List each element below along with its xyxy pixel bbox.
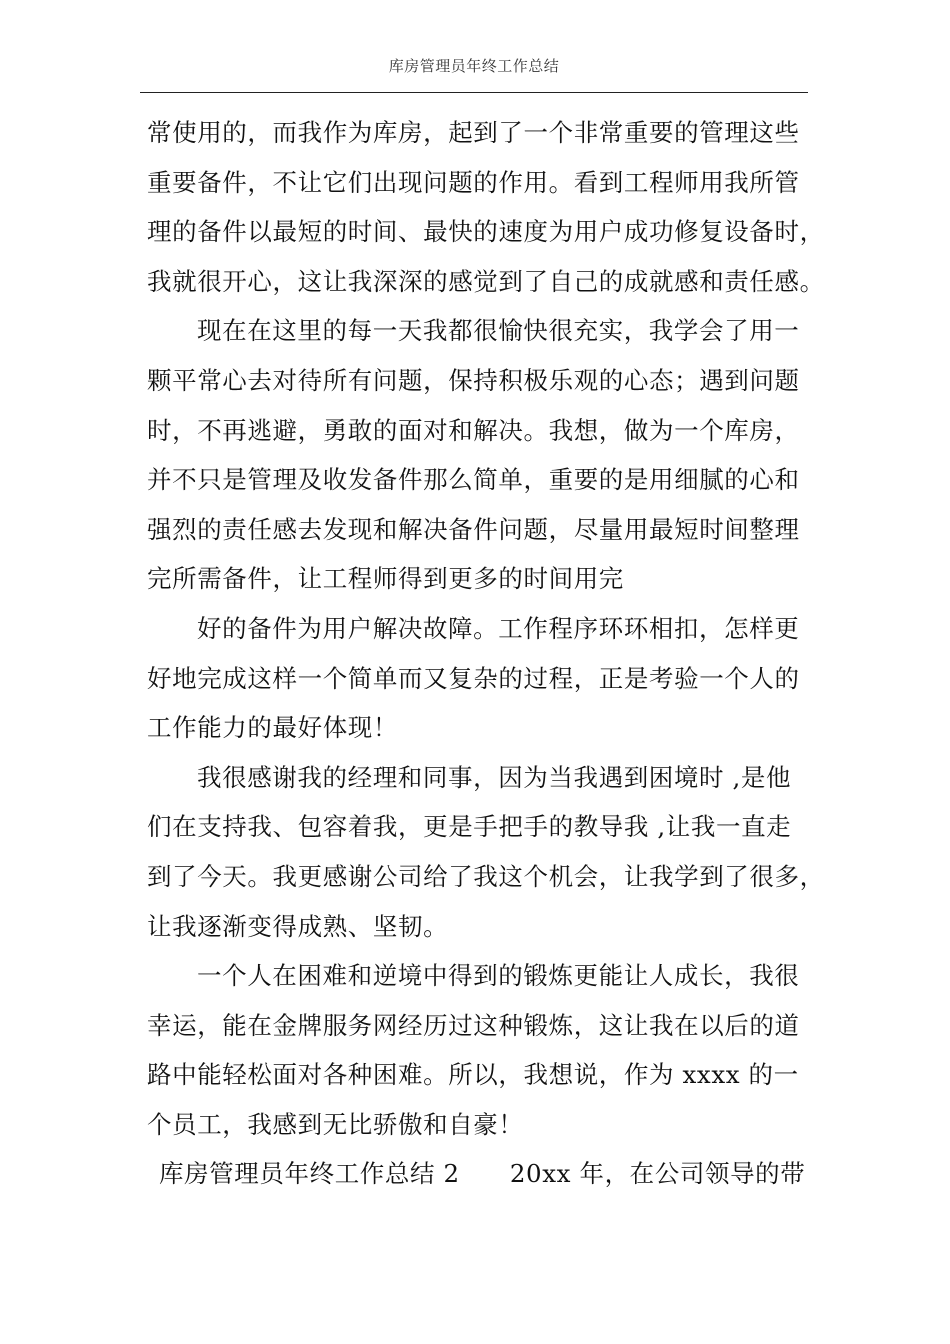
text-line: 完所需备件，让工程师得到更多的时间用完 xyxy=(147,564,624,594)
paragraph-2 xyxy=(147,306,815,604)
page-header xyxy=(140,0,808,93)
text-line: 时，不再逃避，勇敢的面对和解决。我想，做为一个库房， xyxy=(147,415,800,445)
text-line: 幸运，能在金牌服务网经历过这种锻炼，这让我在以后的道 xyxy=(147,1010,800,1040)
paragraph-3 xyxy=(147,604,815,753)
text-line: 我就很开心，这让我深深的感觉到了自己的成就感和责任感。 xyxy=(147,266,825,296)
paragraph-5 xyxy=(147,951,815,1149)
text-line: 理的备件以最短的时间、最快的速度为用户成功修复设备时， xyxy=(147,217,825,247)
text-line: 现在在这里的每一天我都很愉快很充实，我学会了用一 xyxy=(197,316,800,346)
text-line: 一个人在困难和逆境中得到的锻炼更能让人成长，我很 xyxy=(197,961,800,991)
text-line: 路中能轻松面对各种困难。所以，我想说，作为 xxxx 的一 xyxy=(147,1060,799,1090)
text-line: 并不只是管理及收发备件那么简单，重要的是用细腻的心和 xyxy=(147,465,800,495)
section-heading-line: 库房管理员年终工作总结 2 20xx 年，在公司领导的带 xyxy=(159,1159,806,1189)
text-line: 到了今天。我更感谢公司给了我这个机会，让我学到了很多， xyxy=(147,861,825,891)
text-line: 好的备件为用户解决故障。工作程序环环相扣，怎样更 xyxy=(197,613,800,643)
paragraph-4 xyxy=(147,753,825,951)
text-line: 颗平常心去对待所有问题，保持积极乐观的心态；遇到问题 xyxy=(147,365,800,395)
text-line: 个员工，我感到无比骄傲和自豪！ xyxy=(147,1109,524,1139)
paragraph-1 xyxy=(147,108,825,306)
text-line: 强烈的责任感去发现和解决备件问题，尽量用最短时间整理 xyxy=(147,514,800,544)
text-line: 工作能力的最好体现！ xyxy=(147,713,398,743)
text-line: 们在支持我、包容着我，更是手把手的教导我 ,让我一直走 xyxy=(147,812,792,842)
document-body xyxy=(147,108,825,1199)
next-section-heading xyxy=(147,1149,815,1199)
text-line: 好地完成这样一个简单而又复杂的过程，正是考验一个人的 xyxy=(147,663,800,693)
text-line: 常使用的，而我作为库房，起到了一个非常重要的管理这些 xyxy=(147,118,800,147)
text-line: 我很感谢我的经理和同事，因为当我遇到困境时 ,是他 xyxy=(197,762,792,792)
text-line: 重要备件，不让它们出现问题的作用。看到工程师用我所管 xyxy=(147,167,800,197)
header-title: 库房管理员年终工作总结 xyxy=(388,57,560,75)
text-line: 让我逐渐变得成熟、坚韧。 xyxy=(147,911,449,941)
